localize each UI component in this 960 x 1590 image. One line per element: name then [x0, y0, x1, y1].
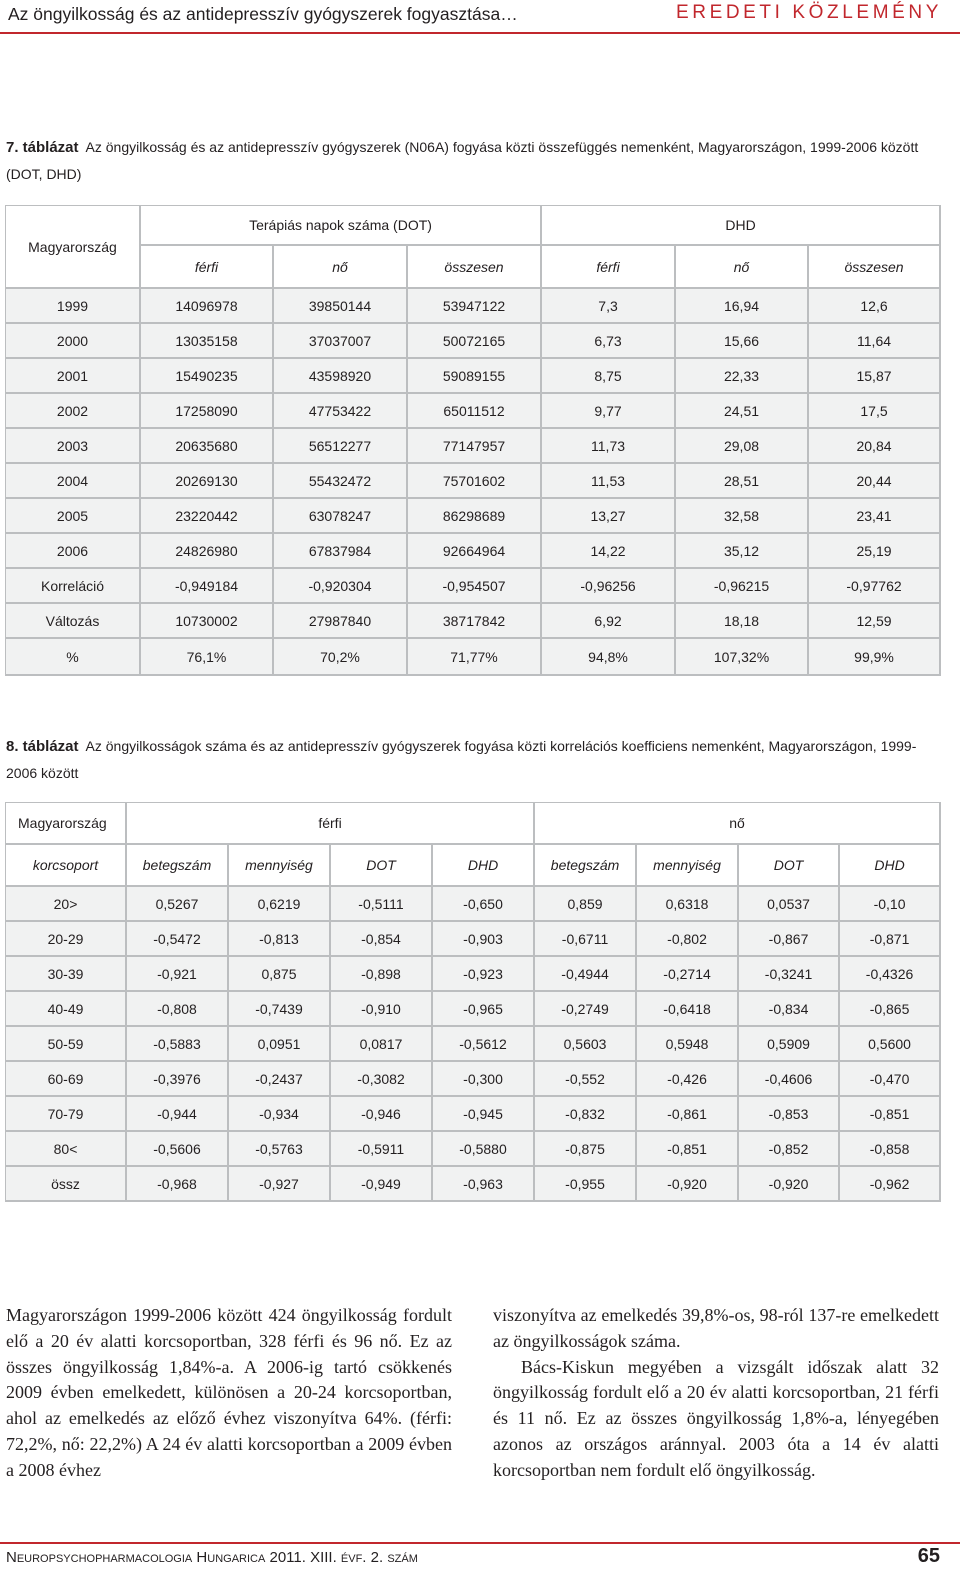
table-cell: -0,851: [637, 1132, 739, 1167]
table8-caption: [6, 733, 946, 786]
table-cell: 77147957: [408, 429, 542, 464]
table-row: [6, 1062, 941, 1097]
table-cell: 17258090: [141, 394, 274, 429]
table-cell: -0,934: [229, 1097, 331, 1132]
table-cell: -0,920: [739, 1167, 840, 1202]
table-cell: -0,6711: [535, 922, 637, 957]
table-cell: 23220442: [141, 499, 274, 534]
table7-subheader: nő: [274, 246, 408, 289]
table-cell: -0,832: [535, 1097, 637, 1132]
table-cell: -0,7439: [229, 992, 331, 1027]
table-cell: -0,96215: [676, 569, 809, 604]
table-cell: -0,946: [331, 1097, 433, 1132]
table-cell: 63078247: [274, 499, 408, 534]
table8-row-header: Magyarország: [6, 803, 127, 845]
table-cell: 25,19: [809, 534, 941, 569]
table-row: [6, 289, 941, 324]
table-cell: 0,859: [535, 887, 637, 922]
table7-subheader: nő: [676, 246, 809, 289]
table-row: [6, 359, 941, 394]
table-cell: -0,949: [331, 1167, 433, 1202]
table-cell: 39850144: [274, 289, 408, 324]
table7-subheader: férfi: [141, 246, 274, 289]
table-cell: 23,41: [809, 499, 941, 534]
table-cell: 67837984: [274, 534, 408, 569]
body-paragraph: Magyarországon 1999-2006 között 424 öngyilkosság fordult elő a 20 év alatti korcsoportban, 328 férfi és 96 nő. Ez az összes öngyilkosság 1,84%-a. A 2006-ig tartó csökkenés 2009 évben emelkedett, különösen a 20-24 korcsoportban, ahol az emelkedés az előző évhez viszonyítva 64%. (férfi: 72,2%, nő: 22,2%) A 24 év alatti korcsoportban a 2009 évben a 2008 évhez: [6, 1305, 452, 1480]
table-cell: -0,852: [739, 1132, 840, 1167]
row-label-cell: 30-39: [6, 957, 127, 992]
table-cell: 17,5: [809, 394, 941, 429]
row-label-cell: 20-29: [6, 922, 127, 957]
table8-subheader: DHD: [840, 845, 941, 887]
table8-group-no: nő: [535, 803, 941, 845]
table-cell: -0,5472: [127, 922, 229, 957]
row-label-cell: %: [6, 639, 141, 676]
table-cell: 94,8%: [542, 639, 676, 676]
table-cell: -0,968: [127, 1167, 229, 1202]
table-cell: -0,954507: [408, 569, 542, 604]
table-cell: 8,75: [542, 359, 676, 394]
table8-subheader: DOT: [331, 845, 433, 887]
table-row: [6, 394, 941, 429]
table8-subheader: mennyiség: [229, 845, 331, 887]
row-label-cell: 2002: [6, 394, 141, 429]
body-paragraph: Bács-Kiskun megyében a vizsgált időszak alatt 32 öngyilkosság fordult elő a 20 év alatti korcsoportban, 21 férfi és 11 nő. Ez az összes öngyilkosság 1,8%-a, lényegében azonos az országos aránnyal. 2003 óta a 14 év alatti korcsoportban nem fordult elő öngyilkosság.: [493, 1356, 939, 1480]
row-label-cell: Korreláció: [6, 569, 141, 604]
table-cell: 37037007: [274, 324, 408, 359]
table-row: [6, 639, 941, 676]
header-rule: [0, 32, 960, 34]
table-cell: -0,865: [840, 992, 941, 1027]
table-cell: -0,949184: [141, 569, 274, 604]
running-title: Az öngyilkosság és az antidepresszív gyógyszerek fogyasztása…: [8, 4, 518, 24]
table8-caption-text: Az öngyilkosságok száma és az antidepresszív gyógyszerek fogyása közti korrelációs koefficiens nemenként, Magyarországon, 1999-2006 között: [6, 738, 917, 781]
table-cell: 11,73: [542, 429, 676, 464]
table-cell: 13,27: [542, 499, 676, 534]
table-cell: 99,9%: [809, 639, 941, 676]
table-cell: -0,861: [637, 1097, 739, 1132]
table-cell: 12,59: [809, 604, 941, 639]
table-row: [6, 499, 941, 534]
row-label-cell: össz: [6, 1167, 127, 1202]
table-cell: 6,73: [542, 324, 676, 359]
table-row: [6, 922, 941, 957]
article-type: EREDETI KÖZLEMÉNY: [675, 2, 942, 23]
table-cell: 29,08: [676, 429, 809, 464]
table-cell: 0,6318: [637, 887, 739, 922]
table7-subheader: összesen: [809, 246, 941, 289]
table-row: [6, 957, 941, 992]
table-row: [6, 429, 941, 464]
row-label-cell: 2003: [6, 429, 141, 464]
table-cell: 59089155: [408, 359, 542, 394]
table7-caption-text: Az öngyilkosság és az antidepresszív gyógyszerek (N06A) fogyása közti összefüggés nemenként, Magyarországon, 1999-2006 között (DOT, DHD): [6, 139, 919, 182]
table-cell: -0,910: [331, 992, 433, 1027]
table-cell: -0,96256: [542, 569, 676, 604]
table-cell: -0,944: [127, 1097, 229, 1132]
table-cell: -0,5612: [433, 1027, 535, 1062]
table-cell: -0,851: [840, 1097, 941, 1132]
table-cell: 11,64: [809, 324, 941, 359]
table-cell: -0,300: [433, 1062, 535, 1097]
table-cell: 70,2%: [274, 639, 408, 676]
table7-caption: [6, 134, 946, 187]
row-label-cell: 2006: [6, 534, 141, 569]
table-cell: -0,920304: [274, 569, 408, 604]
table-row: [6, 992, 941, 1027]
table-cell: 92664964: [408, 534, 542, 569]
table-cell: 32,58: [676, 499, 809, 534]
table-cell: 11,53: [542, 464, 676, 499]
table-cell: 38717842: [408, 604, 542, 639]
table-cell: -0,955: [535, 1167, 637, 1202]
table8-label: 8. táblázat: [6, 738, 79, 755]
table-row: [6, 1027, 941, 1062]
body-paragraph: viszonyítva az emelkedés 39,8%-os, 98-ról 137-re emelkedett az öngyilkosságok száma.: [493, 1305, 939, 1351]
table-row: [6, 324, 941, 359]
body-column-right: [493, 1303, 939, 1484]
table-cell: 18,18: [676, 604, 809, 639]
table-cell: 24,51: [676, 394, 809, 429]
table-cell: 28,51: [676, 464, 809, 499]
table-cell: 0,5948: [637, 1027, 739, 1062]
table-cell: 0,5600: [840, 1027, 941, 1062]
table-cell: 43598920: [274, 359, 408, 394]
table-cell: 15,87: [809, 359, 941, 394]
table-cell: 55432472: [274, 464, 408, 499]
table7-row-header: Magyarország: [6, 206, 141, 289]
table-cell: 35,12: [676, 534, 809, 569]
table-cell: 15,66: [676, 324, 809, 359]
table-row: [6, 1132, 941, 1167]
table-cell: -0,834: [739, 992, 840, 1027]
table-cell: -0,927: [229, 1167, 331, 1202]
table-cell: -0,5111: [331, 887, 433, 922]
table-cell: -0,854: [331, 922, 433, 957]
table-cell: -0,867: [739, 922, 840, 957]
table-cell: 9,77: [542, 394, 676, 429]
table-cell: -0,4606: [739, 1062, 840, 1097]
table7-group-dhd: DHD: [542, 206, 941, 246]
row-label-cell: 20>: [6, 887, 127, 922]
table-cell: 76,1%: [141, 639, 274, 676]
table-cell: -0,5606: [127, 1132, 229, 1167]
table-cell: -0,2749: [535, 992, 637, 1027]
table8-subheader: DHD: [433, 845, 535, 887]
table-cell: -0,853: [739, 1097, 840, 1132]
table-row: [6, 1167, 941, 1202]
row-label-cell: 50-59: [6, 1027, 127, 1062]
table8-subheader: betegszám: [127, 845, 229, 887]
table-cell: 107,32%: [676, 639, 809, 676]
table-row: [6, 464, 941, 499]
table-cell: -0,923: [433, 957, 535, 992]
table-cell: 75701602: [408, 464, 542, 499]
table-cell: 56512277: [274, 429, 408, 464]
table-row: [6, 569, 941, 604]
table-cell: 15490235: [141, 359, 274, 394]
table-cell: -0,650: [433, 887, 535, 922]
table-cell: -0,871: [840, 922, 941, 957]
table-cell: -0,921: [127, 957, 229, 992]
table-cell: 0,0537: [739, 887, 840, 922]
table-cell: 50072165: [408, 324, 542, 359]
table-cell: -0,802: [637, 922, 739, 957]
table-cell: 22,33: [676, 359, 809, 394]
table-cell: 16,94: [676, 289, 809, 324]
footer-rule: [0, 1542, 960, 1544]
table-row: [6, 887, 941, 922]
row-label-cell: 2005: [6, 499, 141, 534]
row-label-cell: 2000: [6, 324, 141, 359]
table-cell: 0,0951: [229, 1027, 331, 1062]
table-cell: -0,808: [127, 992, 229, 1027]
table-cell: -0,920: [637, 1167, 739, 1202]
table-cell: -0,5880: [433, 1132, 535, 1167]
table-cell: -0,470: [840, 1062, 941, 1097]
table-cell: -0,813: [229, 922, 331, 957]
table-cell: -0,3976: [127, 1062, 229, 1097]
table-cell: -0,3241: [739, 957, 840, 992]
table8-subheader: korcsoport: [6, 845, 127, 887]
table7-subheader: férfi: [542, 246, 676, 289]
table-cell: 13035158: [141, 324, 274, 359]
row-label-cell: 70-79: [6, 1097, 127, 1132]
table-cell: 20,84: [809, 429, 941, 464]
row-label-cell: 2004: [6, 464, 141, 499]
table-cell: 20269130: [141, 464, 274, 499]
table-cell: -0,2714: [637, 957, 739, 992]
table-cell: -0,963: [433, 1167, 535, 1202]
table-cell: -0,858: [840, 1132, 941, 1167]
table7-label: 7. táblázat: [6, 139, 79, 156]
table-cell: -0,962: [840, 1167, 941, 1202]
table-cell: 27987840: [274, 604, 408, 639]
table-cell: -0,426: [637, 1062, 739, 1097]
row-label-cell: 40-49: [6, 992, 127, 1027]
table-cell: 0,5603: [535, 1027, 637, 1062]
table-cell: 20,44: [809, 464, 941, 499]
table-row: [6, 534, 941, 569]
table-cell: 71,77%: [408, 639, 542, 676]
table-cell: -0,552: [535, 1062, 637, 1097]
table-cell: 14096978: [141, 289, 274, 324]
page-number: 65: [917, 1545, 940, 1567]
table-cell: 47753422: [274, 394, 408, 429]
table-cell: 12,6: [809, 289, 941, 324]
table-cell: -0,10: [840, 887, 941, 922]
table8-subheader: betegszám: [535, 845, 637, 887]
row-label-cell: 2001: [6, 359, 141, 394]
table-row: [6, 604, 941, 639]
table8-subheader: DOT: [739, 845, 840, 887]
table-cell: -0,903: [433, 922, 535, 957]
table-cell: -0,898: [331, 957, 433, 992]
table-cell: 0,0817: [331, 1027, 433, 1062]
table-cell: -0,875: [535, 1132, 637, 1167]
row-label-cell: Változás: [6, 604, 141, 639]
table-cell: -0,4326: [840, 957, 941, 992]
table-cell: 10730002: [141, 604, 274, 639]
table-cell: 65011512: [408, 394, 542, 429]
table8-subheader: mennyiség: [637, 845, 739, 887]
table-cell: -0,3082: [331, 1062, 433, 1097]
body-column-left: [6, 1303, 452, 1484]
table-cell: 53947122: [408, 289, 542, 324]
table-cell: -0,5763: [229, 1132, 331, 1167]
table8: [5, 802, 941, 1202]
table-cell: 20635680: [141, 429, 274, 464]
table7: [5, 205, 941, 676]
table-cell: -0,965: [433, 992, 535, 1027]
table7-subheader: összesen: [408, 246, 542, 289]
table8-group-ferfi: férfi: [127, 803, 535, 845]
table-cell: 0,5909: [739, 1027, 840, 1062]
row-label-cell: 60-69: [6, 1062, 127, 1097]
table-cell: 24826980: [141, 534, 274, 569]
table-cell: 7,3: [542, 289, 676, 324]
table-cell: -0,97762: [809, 569, 941, 604]
table-cell: -0,945: [433, 1097, 535, 1132]
table-cell: 86298689: [408, 499, 542, 534]
table-cell: 0,875: [229, 957, 331, 992]
table-cell: 14,22: [542, 534, 676, 569]
table-cell: -0,5883: [127, 1027, 229, 1062]
table-row: [6, 1097, 941, 1132]
table-cell: -0,6418: [637, 992, 739, 1027]
row-label-cell: 1999: [6, 289, 141, 324]
table-cell: -0,4944: [535, 957, 637, 992]
table7-group-dot: Terápiás napok száma (DOT): [141, 206, 542, 246]
table-cell: -0,2437: [229, 1062, 331, 1097]
table-cell: 0,5267: [127, 887, 229, 922]
row-label-cell: 80<: [6, 1132, 127, 1167]
table-cell: 6,92: [542, 604, 676, 639]
journal-footer: Neuropsychopharmacologia Hungarica 2011. XIII. évf. 2. szám: [6, 1549, 418, 1566]
table-cell: -0,5911: [331, 1132, 433, 1167]
table-cell: 0,6219: [229, 887, 331, 922]
